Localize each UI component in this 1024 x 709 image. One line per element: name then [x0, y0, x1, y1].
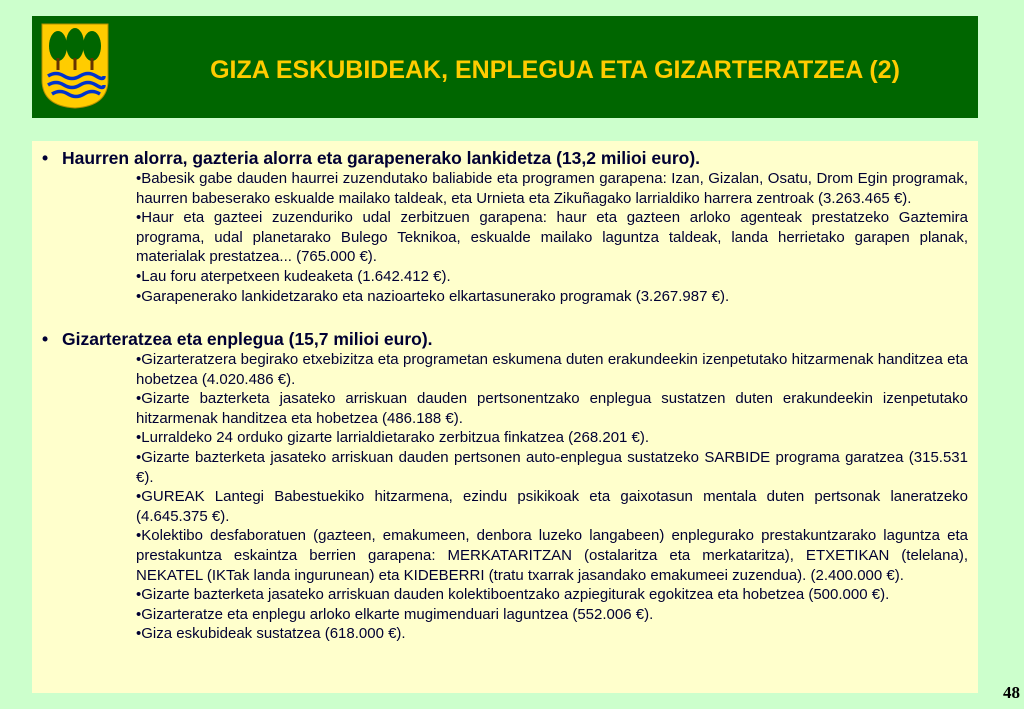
section-heading-text: Haurren alorra, gazteria alorra eta garapenerako lankidetza (13,2 milioi euro).	[62, 148, 701, 168]
list-item: • Haur eta gazteei zuzenduriko udal zerbitzuen garapena: haur eta gazteen arloko agenteak prestatzeko Gaztemira programa, udal planetarako Bulego Teknikoa, eskualde mailako laguntza taldeak, landa herrietako garapen planak, materialak prestatzea... (765.000 €).	[136, 208, 968, 267]
section-heading	[42, 148, 700, 169]
page-number: 48	[1003, 683, 1020, 702]
content-panel	[32, 141, 978, 693]
list-item: • Lurraldeko 24 orduko gizarte larrialdietarako zerbitzua finkatzea (268.201 €).	[136, 428, 968, 448]
bullet-icon: •	[42, 148, 49, 168]
list-item: • Gizarteratzera begirako etxebizitza eta programetan eskumena duten erakundeekin izenpetutako hitzarmenak handitzea eta hobetzea (4.020.486 €).	[136, 350, 968, 389]
page-title: GIZA ESKUBIDEAK, ENPLEGUA ETA GIZARTERATZEA (2)	[210, 56, 900, 84]
section-heading-text: Gizarteratzea eta enplegua (15,7 milioi euro).	[62, 329, 433, 349]
coat-of-arms-icon	[40, 22, 110, 110]
list-item: • Gizarte bazterketa jasateko arriskuan dauden pertsonen auto-enplegua sustatzeko SARBIDE programa garatzea (315.531 €).	[136, 448, 968, 487]
section-heading	[42, 329, 433, 350]
bullet-icon: •	[42, 329, 49, 349]
list-item: • Kolektibo desfaboratuen (gazteen, emakumeen, denbora luzeko langabeen) enplegurako prestakuntzarako laguntza eta prestakuntza eskaintza berrien garapena: MERKATARITZAN (ostalaritza eta merkataritza), ETXETIKAN (telelana), NEKATEL (IKTak landa ingurunean) eta KIDEBERRI (tratu txarrak jasandako emakumeei zuzendua). (2.400.000 €).	[136, 526, 968, 585]
section-item-list	[136, 350, 968, 644]
list-item: • Lau foru aterpetxeen kudeaketa (1.642.412 €).	[136, 267, 968, 287]
list-item: • Babesik gabe dauden haurrei zuzendutako baliabide eta programen garapena: Izan, Gizalan, Osatu, Drom Egin programak, haurren babeserako eskualde mailako taldeak, eta Urnieta eta Zikuñagako larrialdiko harrera zentroak (3.263.465 €).	[136, 169, 968, 208]
list-item: • Gizarteratze eta enplegu arloko elkarte mugimenduari laguntzea (552.006 €).	[136, 605, 968, 625]
slide-header	[32, 16, 978, 118]
list-item: • Gizarte bazterketa jasateko arriskuan dauden pertsonentzako enplegua sustatzen duten erakundeekin izenpetutako hitzarmenak handitzea eta hobetzea (486.188 €).	[136, 389, 968, 428]
list-item: • GUREAK Lantegi Babestuekiko hitzarmena, ezindu psikikoak eta gaixotasun mentala duten pertsonak laneratzeko (4.645.375 €).	[136, 487, 968, 526]
list-item: • Garapenerako lankidetzarako eta nazioarteko elkartasunerako programak (3.267.987 €).	[136, 287, 968, 307]
list-item: • Gizarte bazterketa jasateko arriskuan dauden kolektiboentzako azpiegiturak egokitzea eta hobetzea (500.000 €).	[136, 585, 968, 605]
section-item-list	[136, 169, 968, 306]
list-item: • Giza eskubideak sustatzea (618.000 €).	[136, 624, 968, 644]
